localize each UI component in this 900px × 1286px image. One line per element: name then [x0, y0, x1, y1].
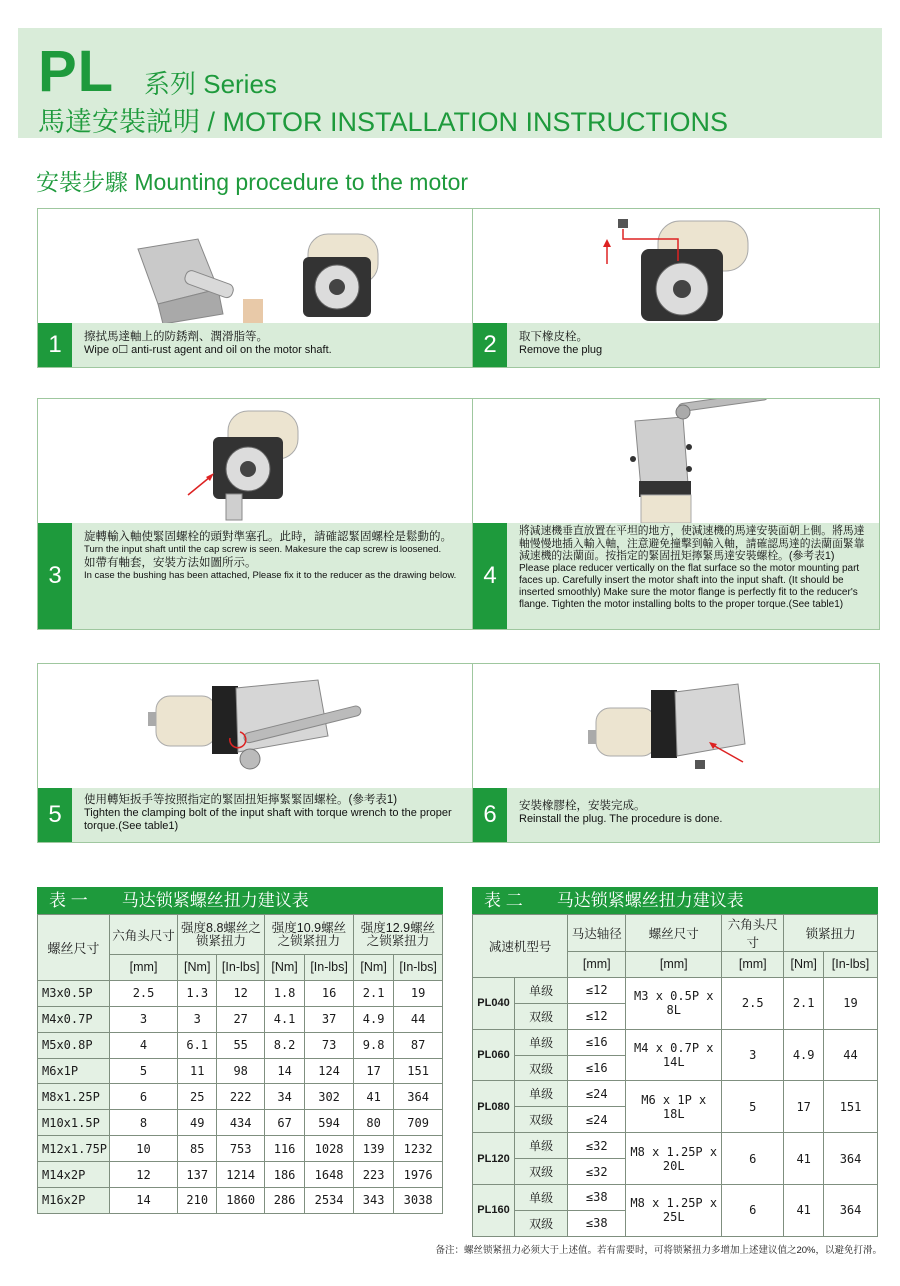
value-cell: 11: [178, 1058, 217, 1084]
value-cell: 1232: [394, 1136, 443, 1162]
table-2-label: 表 二: [484, 891, 523, 910]
step-6-caption-bar: [473, 788, 879, 842]
value-cell: 1214: [217, 1162, 264, 1188]
value-cell: 14: [110, 1188, 178, 1214]
screw-cell: M4 x 0.7P x 14L: [626, 1029, 722, 1081]
step-1-caption-bar: [38, 323, 478, 367]
table-1-title: 马达锁紧螺丝扭力建议表: [121, 891, 309, 910]
value-cell: 2534: [305, 1188, 354, 1214]
step-4: [472, 398, 880, 630]
col-header: 锁紧扭力: [784, 915, 878, 952]
value-cell: 1.3: [178, 980, 217, 1006]
unit-cell: [Nm]: [353, 955, 393, 981]
table-row: [38, 980, 443, 1006]
table-row: [38, 1058, 443, 1084]
inlbs-cell: 19: [824, 977, 878, 1029]
table-row: [473, 1185, 878, 1211]
step-number: 6: [473, 788, 507, 842]
value-cell: 34: [264, 1084, 304, 1110]
value-cell: 2.1: [353, 980, 393, 1006]
value-cell: 4.1: [264, 1006, 304, 1032]
value-cell: 434: [217, 1110, 264, 1136]
value-cell: 98: [217, 1058, 264, 1084]
hex-cell: 5: [722, 1081, 784, 1133]
value-cell: 1976: [394, 1162, 443, 1188]
value-cell: 17: [353, 1058, 393, 1084]
nm-cell: 2.1: [784, 977, 824, 1029]
table-row: [38, 1188, 443, 1214]
screw-size-cell: M14x2P: [38, 1162, 110, 1188]
value-cell: 186: [264, 1162, 304, 1188]
model-cell: PL060: [473, 1029, 515, 1081]
value-cell: 19: [394, 980, 443, 1006]
unit-cell: [mm]: [110, 955, 178, 981]
step-2: [472, 208, 880, 368]
screw-cell: M3 x 0.5P x 8L: [626, 977, 722, 1029]
step-3-caption-bar: [38, 523, 478, 629]
stage-cell: 双级: [515, 1003, 568, 1029]
table-2-title: 马达锁紧螺丝扭力建议表: [556, 891, 744, 910]
step-5-en: Tighten the clamping bolt of the input shaft with torque wrench to the proper torque.(See table1): [84, 807, 452, 832]
stage-cell: 双级: [515, 1055, 568, 1081]
nm-cell: 41: [784, 1133, 824, 1185]
inlbs-cell: 44: [824, 1029, 878, 1081]
value-cell: 1.8: [264, 980, 304, 1006]
shaft-cell: ≤32: [568, 1159, 626, 1185]
value-cell: 27: [217, 1006, 264, 1032]
value-cell: 151: [394, 1058, 443, 1084]
value-cell: 137: [178, 1162, 217, 1188]
value-cell: 67: [264, 1110, 304, 1136]
value-cell: 49: [178, 1110, 217, 1136]
step-2-zh: 取下橡皮栓。: [519, 331, 588, 343]
shaft-cell: ≤38: [568, 1210, 626, 1236]
screw-size-cell: M3x0.5P: [38, 980, 110, 1006]
value-cell: 80: [353, 1110, 393, 1136]
step-6-zh: 安裝橡膠栓，安裝完成。: [519, 800, 646, 812]
step-1-en: Wipe o☐ anti-rust agent and oil on the motor shaft.: [84, 344, 332, 356]
step-3-zh2: 如帶有軸套，安裝方法如圖所示。: [84, 557, 257, 569]
table-row: [473, 977, 878, 1003]
table-row: [38, 1136, 443, 1162]
step-6-illustration: [473, 664, 879, 788]
nm-cell: 4.9: [784, 1029, 824, 1081]
value-cell: 10: [110, 1136, 178, 1162]
step-1-zh: 擦拭馬達軸上的防銹劑、潤滑脂等。: [84, 331, 268, 343]
value-cell: 14: [264, 1058, 304, 1084]
unit-cell: [Nm]: [178, 955, 217, 981]
stage-cell: 双级: [515, 1159, 568, 1185]
shaft-cell: ≤16: [568, 1029, 626, 1055]
value-cell: 6.1: [178, 1032, 217, 1058]
col-header: 马达轴径: [568, 915, 626, 952]
value-cell: 3: [178, 1006, 217, 1032]
value-cell: 124: [305, 1058, 354, 1084]
col-header: 强度10.9螺丝之锁紧扭力: [264, 915, 353, 955]
header-banner: [18, 28, 882, 138]
stage-cell: 单级: [515, 1029, 568, 1055]
stage-cell: 双级: [515, 1210, 568, 1236]
value-cell: 3: [110, 1006, 178, 1032]
step-4-en: Please place reducer vertically on the flat surface so the motor mounting part faces up. Carefully insert the motor shaft into the input shaft. (It should be inserted smoothly) Make sure the motor flange is perfectly fit to the reducer's flange. Tighten the motor installing bolts to the proper torque.(See table1): [519, 562, 860, 610]
screw-size-cell: M12x1.75P: [38, 1136, 110, 1162]
col-header: 强度8.8螺丝之锁紧扭力: [178, 915, 265, 955]
value-cell: 37: [305, 1006, 354, 1032]
value-cell: 364: [394, 1084, 443, 1110]
value-cell: 753: [217, 1136, 264, 1162]
value-cell: 1028: [305, 1136, 354, 1162]
value-cell: 343: [353, 1188, 393, 1214]
step-5-caption-bar: [38, 788, 478, 842]
col-header: 强度12.9螺丝之锁紧扭力: [353, 915, 442, 955]
unit-cell: [mm]: [722, 952, 784, 978]
col-header: 减速机型号: [473, 915, 568, 978]
step-1-illustration: [38, 209, 478, 325]
series-label: 系列 Series: [144, 69, 277, 99]
step-3: [37, 398, 479, 630]
value-cell: 210: [178, 1188, 217, 1214]
value-cell: 139: [353, 1136, 393, 1162]
stage-cell: 单级: [515, 1081, 568, 1107]
value-cell: 1648: [305, 1162, 354, 1188]
unit-cell: [mm]: [568, 952, 626, 978]
step-5-illustration: [38, 664, 478, 788]
value-cell: 8: [110, 1110, 178, 1136]
step-number: 5: [38, 788, 72, 842]
hex-cell: 2.5: [722, 977, 784, 1029]
screw-size-cell: M6x1P: [38, 1058, 110, 1084]
value-cell: 116: [264, 1136, 304, 1162]
step-number: 2: [473, 323, 507, 367]
value-cell: 709: [394, 1110, 443, 1136]
step-2-en: Remove the plug: [519, 344, 603, 356]
value-cell: 286: [264, 1188, 304, 1214]
step-5-zh: 使用轉矩扳手等按照指定的緊固扭矩擰緊緊固螺栓。(參考表1): [84, 794, 398, 806]
table-row: [38, 1162, 443, 1188]
shaft-cell: ≤32: [568, 1133, 626, 1159]
table-row: [38, 1006, 443, 1032]
footnote: 备注：螺丝锁紧扭力必须大于上述值。若有需要时，可将锁紧扭力多增加上述建议值之20%，以避免打滑。: [435, 1245, 882, 1256]
screw-cell: M6 x 1P x 18L: [626, 1081, 722, 1133]
stage-cell: 单级: [515, 1185, 568, 1211]
table-2: [472, 887, 878, 1237]
inlbs-cell: 364: [824, 1133, 878, 1185]
step-6-en: Reinstall the plug. The procedure is done.: [519, 813, 723, 825]
step-4-illustration: [473, 399, 879, 523]
value-cell: 87: [394, 1032, 443, 1058]
screw-size-cell: M16x2P: [38, 1188, 110, 1214]
value-cell: 4.9: [353, 1006, 393, 1032]
hex-cell: 3: [722, 1029, 784, 1081]
value-cell: 302: [305, 1084, 354, 1110]
value-cell: 44: [394, 1006, 443, 1032]
table-2-header: [472, 887, 878, 914]
step-6: [472, 663, 880, 843]
value-cell: 73: [305, 1032, 354, 1058]
unit-cell: [mm]: [626, 952, 722, 978]
step-3-en2: In case the bushing has been attached, Please fix it to the reducer as the drawing below.: [84, 570, 457, 581]
unit-cell: [In-lbs]: [824, 952, 878, 978]
unit-cell: [Nm]: [784, 952, 824, 978]
shaft-cell: ≤24: [568, 1107, 626, 1133]
value-cell: 222: [217, 1084, 264, 1110]
unit-cell: [In-lbs]: [394, 955, 443, 981]
model-cell: PL080: [473, 1081, 515, 1133]
table-row: [38, 1110, 443, 1136]
value-cell: 1860: [217, 1188, 264, 1214]
unit-cell: [In-lbs]: [305, 955, 354, 981]
page-title: 馬達安裝説明 / MOTOR INSTALLATION INSTRUCTIONS: [38, 107, 729, 137]
value-cell: 2.5: [110, 980, 178, 1006]
col-header: 螺丝尺寸: [38, 915, 110, 981]
step-4-caption-bar: [473, 523, 879, 629]
screw-size-cell: M4x0.7P: [38, 1006, 110, 1032]
value-cell: 8.2: [264, 1032, 304, 1058]
table-1-label: 表 一: [49, 891, 88, 910]
step-1: [37, 208, 479, 368]
table-row: [38, 1084, 443, 1110]
screw-size-cell: M10x1.5P: [38, 1110, 110, 1136]
value-cell: 9.8: [353, 1032, 393, 1058]
value-cell: 25: [178, 1084, 217, 1110]
value-cell: 4: [110, 1032, 178, 1058]
inlbs-cell: 364: [824, 1185, 878, 1237]
shaft-cell: ≤12: [568, 977, 626, 1003]
step-3-zh: 旋轉輸入軸使緊固螺栓的頭對準塞孔。此時，請確認緊固螺栓是鬆動的。: [84, 531, 452, 543]
screw-size-cell: M8x1.25P: [38, 1084, 110, 1110]
value-cell: 223: [353, 1162, 393, 1188]
col-header: 六角头尺寸: [722, 915, 784, 952]
value-cell: 5: [110, 1058, 178, 1084]
step-2-illustration: [473, 209, 879, 325]
section-title: 安裝步驟 Mounting procedure to the motor: [36, 169, 469, 195]
value-cell: 41: [353, 1084, 393, 1110]
table-row: [38, 1032, 443, 1058]
value-cell: 12: [110, 1162, 178, 1188]
value-cell: 3038: [394, 1188, 443, 1214]
shaft-cell: ≤12: [568, 1003, 626, 1029]
screw-cell: M8 x 1.25P x 20L: [626, 1133, 722, 1185]
col-header: 螺丝尺寸: [626, 915, 722, 952]
unit-cell: [In-lbs]: [217, 955, 264, 981]
shaft-cell: ≤38: [568, 1185, 626, 1211]
table-1-grid: [37, 914, 443, 1214]
value-cell: 12: [217, 980, 264, 1006]
table-row: [473, 1133, 878, 1159]
step-4-zh: 將減速機垂直放置在平坦的地方，使減速機的馬達安裝面朝上側。將馬達軸慢慢地插入輸入軸，注意避免撞擊到輸入軸，請確認馬達的法蘭面緊靠減速機的法蘭面。按指定的緊固扭矩擰緊馬達安裝螺栓。(參考表1): [519, 525, 865, 562]
stage-cell: 单级: [515, 977, 568, 1003]
step-3-illustration: [38, 399, 478, 523]
shaft-cell: ≤16: [568, 1055, 626, 1081]
step-number: 1: [38, 323, 72, 367]
nm-cell: 41: [784, 1185, 824, 1237]
step-number: 4: [473, 523, 507, 629]
stage-cell: 双级: [515, 1107, 568, 1133]
model-cell: PL120: [473, 1133, 515, 1185]
model-cell: PL160: [473, 1185, 515, 1237]
screw-cell: M8 x 1.25P x 25L: [626, 1185, 722, 1237]
table-2-grid: [472, 914, 878, 1237]
hex-cell: 6: [722, 1133, 784, 1185]
step-3-en: Turn the input shaft until the cap screw is seen. Makesure the cap screw is loosened.: [84, 544, 442, 555]
step-2-caption-bar: [473, 323, 879, 367]
screw-size-cell: M5x0.8P: [38, 1032, 110, 1058]
series-logo: PL: [38, 39, 115, 104]
value-cell: 55: [217, 1032, 264, 1058]
unit-cell: [Nm]: [264, 955, 304, 981]
value-cell: 85: [178, 1136, 217, 1162]
table-row: [473, 1029, 878, 1055]
nm-cell: 17: [784, 1081, 824, 1133]
value-cell: 6: [110, 1084, 178, 1110]
inlbs-cell: 151: [824, 1081, 878, 1133]
value-cell: 16: [305, 980, 354, 1006]
step-5: [37, 663, 479, 843]
hex-cell: 6: [722, 1185, 784, 1237]
table-row: [473, 1081, 878, 1107]
table-1: [37, 887, 443, 1214]
shaft-cell: ≤24: [568, 1081, 626, 1107]
table-1-header: [37, 887, 443, 914]
step-number: 3: [38, 523, 72, 629]
model-cell: PL040: [473, 977, 515, 1029]
stage-cell: 单级: [515, 1133, 568, 1159]
value-cell: 594: [305, 1110, 354, 1136]
col-header: 六角头尺寸: [110, 915, 178, 955]
